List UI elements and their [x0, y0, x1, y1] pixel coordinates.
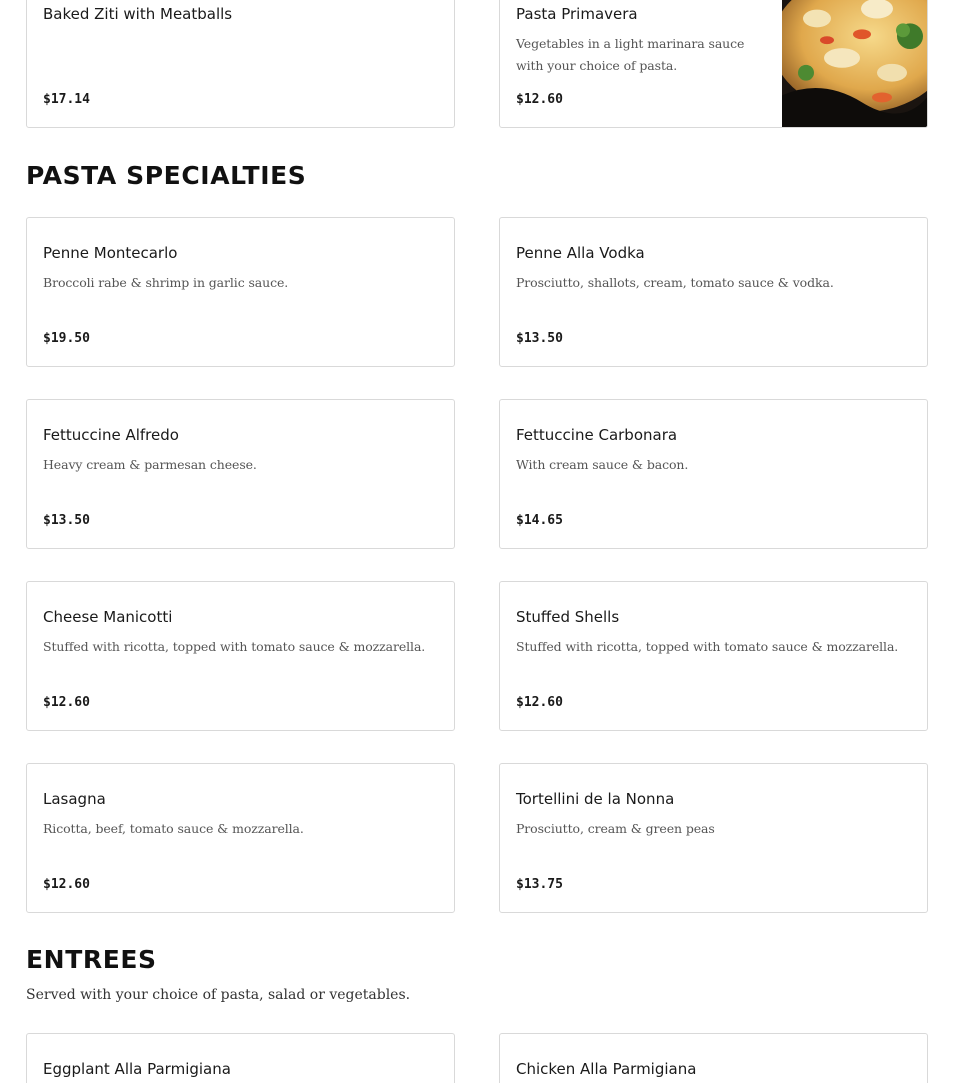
menu-item-card[interactable]	[499, 217, 928, 367]
menu-item-description: Stuffed with ricotta, topped with tomato sauce & mozzarella.	[43, 639, 426, 654]
menu-item-card[interactable]	[499, 581, 928, 731]
menu-item-name: Eggplant Alla Parmigiana	[43, 1060, 231, 1078]
menu-item-price: $12.60	[43, 877, 90, 892]
menu-item-price: $17.14	[43, 92, 90, 107]
pasta-primavera-photo	[782, 0, 927, 127]
menu-item-name: Penne Montecarlo	[43, 244, 178, 262]
menu-item-description: Ricotta, beef, tomato sauce & mozzarella.	[43, 821, 304, 836]
menu-item-card[interactable]	[26, 217, 455, 367]
menu-item-name: Baked Ziti with Meatballs	[43, 5, 233, 23]
menu-item-description: Vegetables in a light marinara sauce with your choice of pasta.	[516, 36, 745, 73]
menu-item-name: Cheese Manicotti	[43, 608, 173, 626]
menu-item-price: $12.60	[516, 92, 563, 107]
menu-item-price: $12.60	[516, 695, 563, 710]
menu-item-card[interactable]	[499, 0, 928, 128]
section-note: Served with your choice of pasta, salad or vegetables.	[26, 987, 411, 1003]
menu-item-price: $13.50	[43, 513, 90, 528]
menu-item-card[interactable]	[26, 399, 455, 549]
menu-item-name: Lasagna	[43, 790, 106, 808]
menu-item-description: Stuffed with ricotta, topped with tomato sauce & mozzarella.	[516, 639, 899, 654]
menu-item-card[interactable]	[26, 0, 455, 128]
menu-item-card[interactable]	[26, 581, 455, 731]
menu-item-name: Penne Alla Vodka	[516, 244, 645, 262]
menu-item-description: Heavy cream & parmesan cheese.	[43, 457, 257, 472]
menu-item-description: Broccoli rabe & shrimp in garlic sauce.	[43, 275, 289, 290]
menu-item-name: Fettuccine Carbonara	[516, 426, 678, 444]
menu-item-price: $19.50	[43, 331, 90, 346]
section-title-entrees: ENTREES	[26, 945, 157, 974]
menu-item-name: Tortellini de la Nonna	[516, 790, 675, 808]
menu-item-price: $14.65	[516, 513, 563, 528]
menu-item-card[interactable]	[26, 1033, 455, 1083]
menu-item-name: Chicken Alla Parmigiana	[516, 1060, 697, 1078]
menu-item-name: Fettuccine Alfredo	[43, 426, 179, 444]
menu-item-card[interactable]	[499, 1033, 928, 1083]
menu-item-description: With cream sauce & bacon.	[516, 457, 689, 472]
menu-item-price: $13.75	[516, 877, 563, 892]
menu-item-name: Pasta Primavera	[516, 5, 638, 23]
menu-item-description: Prosciutto, cream & green peas	[516, 821, 715, 836]
menu-item-price: $13.50	[516, 331, 563, 346]
menu-item-name: Stuffed Shells	[516, 608, 620, 626]
menu-item-card[interactable]	[26, 763, 455, 913]
menu-item-price: $12.60	[43, 695, 90, 710]
section-title-pasta-specialties: PASTA SPECIALTIES	[26, 161, 307, 190]
menu-item-card[interactable]	[499, 399, 928, 549]
menu-item-card[interactable]	[499, 763, 928, 913]
menu-item-description: Prosciutto, shallots, cream, tomato sauce & vodka.	[516, 275, 834, 290]
